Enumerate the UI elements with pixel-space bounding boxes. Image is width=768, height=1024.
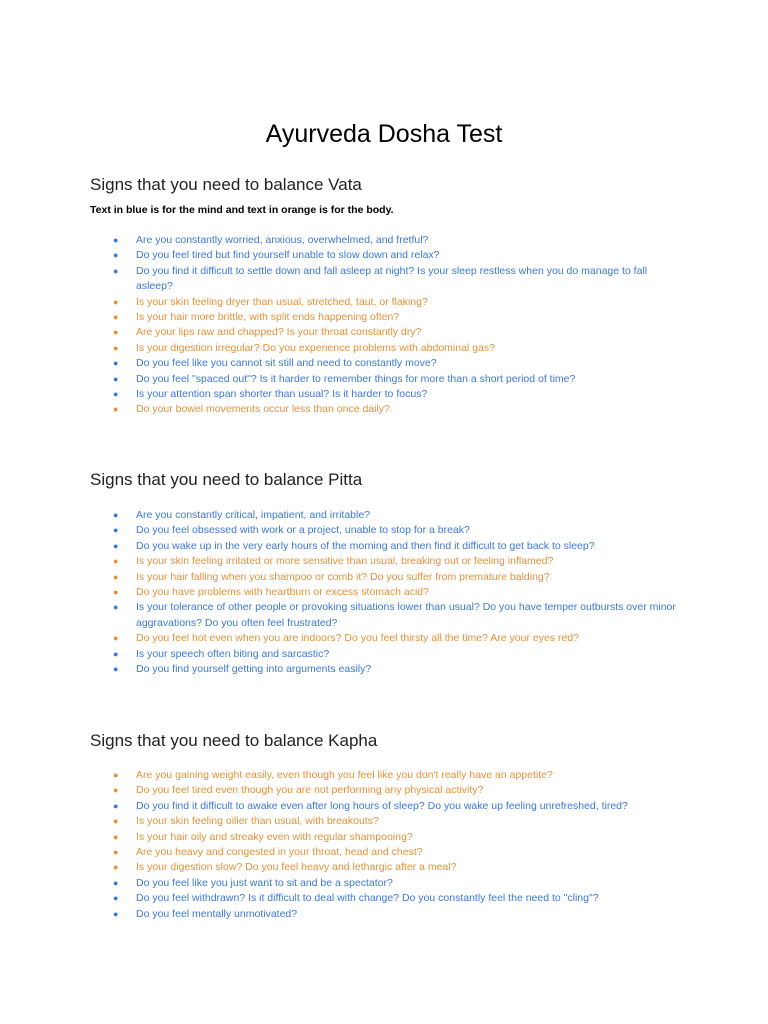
list-item-text: Do you find yourself getting into arguments easily? bbox=[136, 663, 372, 676]
bullet-icon: ● bbox=[113, 770, 119, 780]
document-title: Ayurveda Dosha Test bbox=[265, 120, 503, 148]
list-item-text: Do you feel hot even when you are indoors? Do you feel thirsty all the time? Are your eyes red? bbox=[136, 632, 579, 645]
bullet-icon: ● bbox=[113, 235, 119, 245]
list-item-text: Is your digestion slow? Do you feel heavy and lethargic after a meal? bbox=[136, 861, 457, 874]
list-item bbox=[90, 233, 680, 248]
list-item bbox=[90, 325, 680, 340]
list-item-text: Is your hair more brittle, with split ends happening often? bbox=[136, 311, 400, 324]
pitta-list bbox=[90, 508, 680, 677]
list-item bbox=[90, 891, 680, 906]
bullet-icon: ● bbox=[113, 633, 119, 644]
list-item bbox=[90, 539, 680, 554]
section-kapha bbox=[90, 730, 680, 920]
list-item bbox=[90, 783, 680, 798]
bullet-icon: ● bbox=[113, 342, 119, 353]
list-item-text: Do you feel like you cannot sit still and need to constantly move? bbox=[136, 357, 437, 370]
list-item bbox=[90, 372, 680, 387]
list-item bbox=[90, 402, 680, 417]
section-vata bbox=[90, 174, 680, 416]
bullet-icon: ● bbox=[113, 265, 119, 276]
list-item-text: Do you feel tired but find yourself unable to slow down and relax? bbox=[136, 249, 440, 262]
bullet-icon: ● bbox=[113, 510, 119, 520]
list-item bbox=[90, 600, 680, 631]
list-item bbox=[90, 814, 680, 829]
bullet-icon: ● bbox=[113, 327, 119, 338]
bullet-icon: ● bbox=[113, 587, 119, 598]
list-item-text: Is your hair oily and streaky even with regular shampooing? bbox=[136, 830, 413, 843]
bullet-icon: ● bbox=[113, 250, 119, 261]
list-item-text: Is your skin feeling dryer than usual, stretched, taut, or flaking? bbox=[136, 295, 428, 308]
bullet-icon: ● bbox=[113, 358, 119, 369]
list-item bbox=[90, 631, 680, 646]
list-item bbox=[90, 248, 680, 263]
list-item-text: Do you find it difficult to awake even after long hours of sleep? Do you wake up feeling unrefreshed, tired? bbox=[136, 799, 628, 812]
list-item-text: Is your attention span shorter than usual? Is it harder to focus? bbox=[136, 388, 428, 401]
list-item bbox=[90, 845, 680, 860]
list-item-text: Do you feel obsessed with work or a project, unable to stop for a break? bbox=[136, 524, 470, 537]
section-pitta bbox=[90, 469, 680, 676]
list-item bbox=[90, 876, 680, 891]
list-item-text: Do you feel "spaced out"? Is it harder to remember things for more than a short period of time? bbox=[136, 372, 576, 385]
vata-list bbox=[90, 233, 680, 418]
bullet-icon: ● bbox=[113, 404, 119, 415]
section-heading: Signs that you need to balance Pitta bbox=[90, 470, 363, 489]
list-item-text: Is your tolerance of other people or provoking situations lower than usual? Do you have temper outbursts over minor aggravations? Do you often feel frustrated? bbox=[136, 601, 676, 629]
kapha-list bbox=[90, 768, 680, 922]
bullet-icon: ● bbox=[113, 908, 119, 919]
list-item bbox=[90, 907, 680, 922]
bullet-icon: ● bbox=[113, 862, 119, 873]
section-heading: Signs that you need to balance Kapha bbox=[90, 731, 378, 750]
list-item bbox=[90, 585, 680, 600]
list-item bbox=[90, 860, 680, 875]
bullet-icon: ● bbox=[113, 296, 119, 307]
list-item-text: Do you wake up in the very early hours of the morning and then find it difficult to get back to sleep? bbox=[136, 539, 595, 552]
bullet-icon: ● bbox=[113, 664, 119, 675]
bullet-icon: ● bbox=[113, 831, 119, 842]
list-item bbox=[90, 310, 680, 325]
bullet-icon: ● bbox=[113, 389, 119, 400]
bullet-icon: ● bbox=[113, 816, 119, 827]
bullet-icon: ● bbox=[113, 602, 119, 613]
list-item bbox=[90, 264, 680, 295]
list-item-text: Is your skin feeling irritated or more sensitive than usual, breaking out or feeling inflamed? bbox=[136, 555, 554, 568]
list-item-text: Do you feel like you just want to sit and be a spectator? bbox=[136, 876, 393, 889]
list-item bbox=[90, 356, 680, 371]
bullet-icon: ● bbox=[113, 373, 119, 384]
section-heading: Signs that you need to balance Vata bbox=[90, 175, 362, 194]
list-item bbox=[90, 554, 680, 569]
list-item bbox=[90, 523, 680, 538]
list-item-text: Is your skin feeling oilier than usual, with breakouts? bbox=[136, 815, 379, 828]
list-item bbox=[90, 387, 680, 402]
list-item-text: Are you gaining weight easily, even though you feel like you don't really have an appetite? bbox=[136, 769, 553, 781]
list-item-text: Are you heavy and congested in your throat, head and chest? bbox=[136, 846, 423, 859]
list-item bbox=[90, 570, 680, 585]
list-item bbox=[90, 662, 680, 677]
bullet-icon: ● bbox=[113, 893, 119, 904]
bullet-icon: ● bbox=[113, 525, 119, 536]
list-item-text: Are you constantly critical, impatient, and irritable? bbox=[136, 509, 371, 521]
list-item bbox=[90, 768, 680, 783]
list-item bbox=[90, 647, 680, 662]
list-item bbox=[90, 799, 680, 814]
bullet-icon: ● bbox=[113, 800, 119, 811]
bullet-icon: ● bbox=[113, 571, 119, 582]
bullet-icon: ● bbox=[113, 847, 119, 858]
list-item bbox=[90, 341, 680, 356]
list-item-text: Are you constantly worried, anxious, overwhelmed, and fretful? bbox=[136, 234, 429, 246]
bullet-icon: ● bbox=[113, 312, 119, 323]
list-item-text: Do you feel tired even though you are not performing any physical activity? bbox=[136, 784, 484, 797]
list-item-text: Is your hair falling when you shampoo or comb it? Do you suffer from premature balding? bbox=[136, 570, 550, 583]
color-legend-note: Text in blue is for the mind and text in orange is for the body. bbox=[90, 204, 394, 216]
list-item-text: Do your bowel movements occur less than once daily? bbox=[136, 403, 390, 416]
bullet-icon: ● bbox=[113, 785, 119, 796]
list-item bbox=[90, 295, 680, 310]
list-item bbox=[90, 830, 680, 845]
list-item-text: Is your speech often biting and sarcastic? bbox=[136, 647, 330, 660]
list-item-text: Are your lips raw and chapped? Is your throat constantly dry? bbox=[136, 326, 422, 339]
list-item bbox=[90, 508, 680, 523]
bullet-icon: ● bbox=[113, 556, 119, 567]
list-item-text: Do you have problems with heartburn or excess stomach acid? bbox=[136, 586, 429, 599]
bullet-icon: ● bbox=[113, 648, 119, 659]
bullet-icon: ● bbox=[113, 540, 119, 551]
list-item-text: Do you find it difficult to settle down and fall asleep at night? Is your sleep restless when you do manage to fall asleep? bbox=[136, 264, 648, 293]
bullet-icon: ● bbox=[113, 877, 119, 888]
list-item-text: Is your digestion irregular? Do you experience problems with abdominal gas? bbox=[136, 341, 495, 354]
list-item-text: Do you feel withdrawn? Is it difficult to deal with change? Do you constantly feel the need to "cling"? bbox=[136, 892, 599, 905]
list-item-text: Do you feel mentally unmotivated? bbox=[136, 907, 298, 920]
